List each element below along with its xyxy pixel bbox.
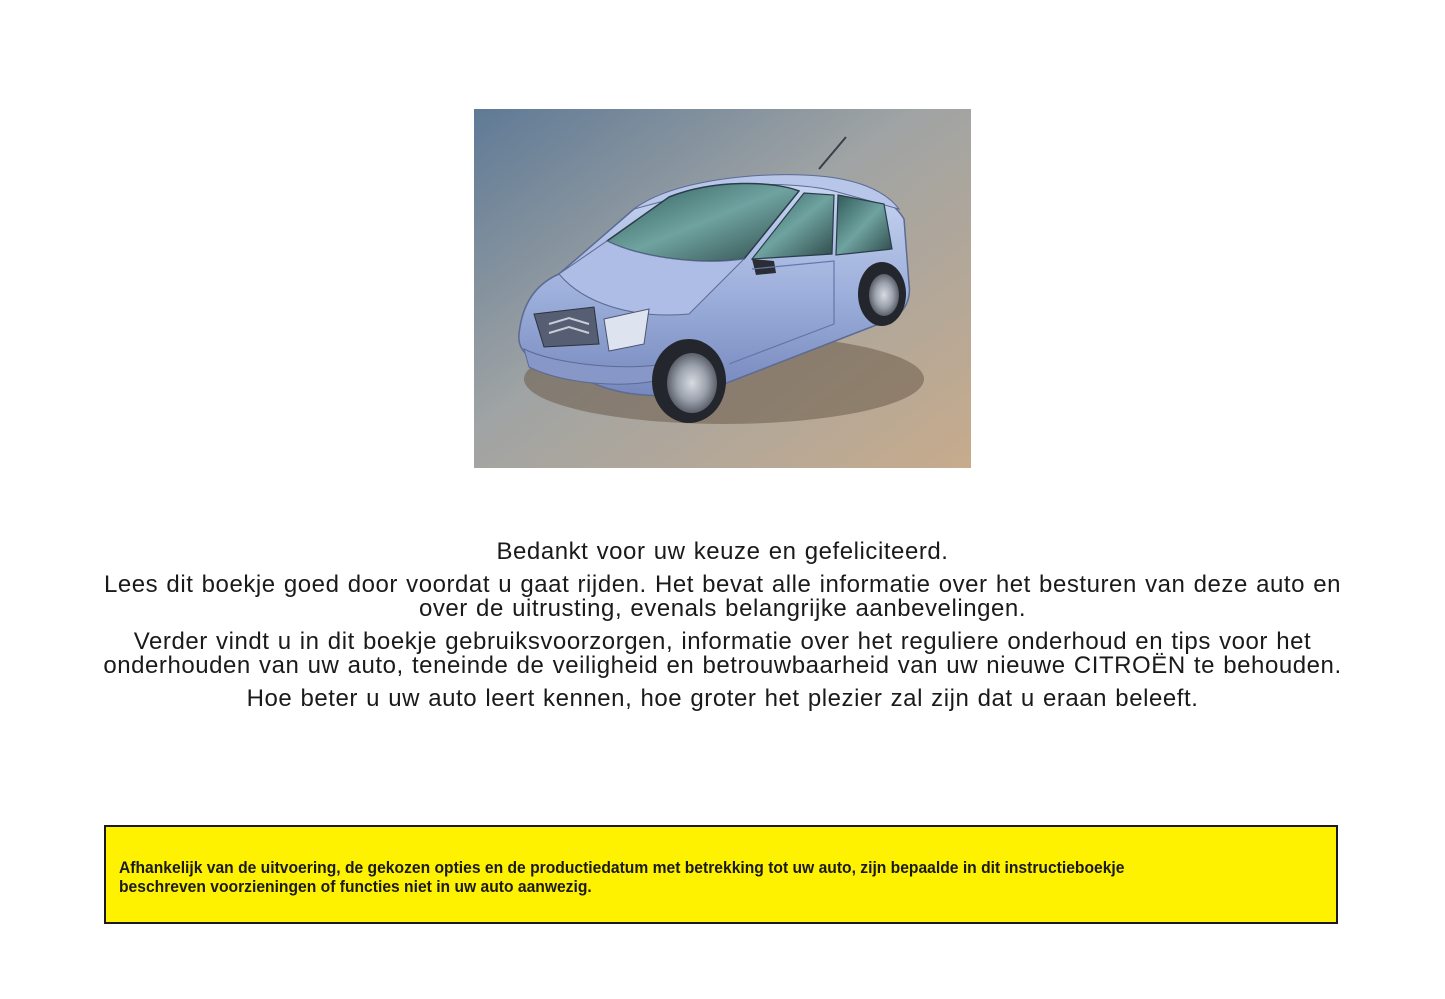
intro-paragraph: Lees dit boekje goed door voordat u gaat rijden. Het bevat alle informatie over het besturen van deze auto en over de uitrusting, evenals belangrijke aanbevelingen.	[103, 570, 1342, 622]
notice-box	[104, 825, 1338, 924]
intro-text	[100, 540, 1345, 719]
intro-paragraph: Verder vindt u in dit boekje gebruiksvoorzorgen, informatie over het reguliere onderhoud en tips voor het onderhouden van uw auto, teneinde de veiligheid en betrouwbaarheid van uw nieuwe CITROËN te behouden.	[103, 627, 1342, 679]
car-illustration	[474, 109, 971, 468]
intro-paragraph: Bedankt voor uw keuze en gefeliciteerd.	[496, 538, 949, 565]
notice-text	[119, 858, 1232, 896]
notice-line: beschreven voorzieningen of functies niet in uw auto aanwezig.	[119, 877, 592, 896]
intro-paragraph: Hoe beter u uw auto leert kennen, hoe groter het plezier zal zijn dat u eraan beleeft.	[246, 684, 1199, 712]
notice-line: Afhankelijk van de uitvoering, de gekozen opties en de productiedatum met betrekking tot uw auto, zijn bepaalde in dit instructieboekje	[119, 858, 1125, 877]
